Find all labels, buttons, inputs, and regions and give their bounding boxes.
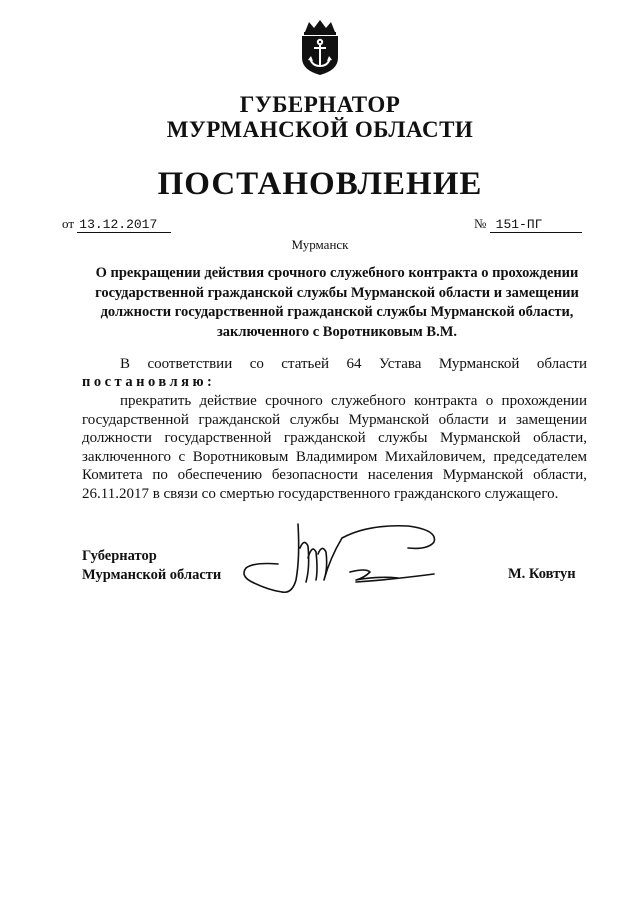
intro-paragraph: В соответствии со статьей 64 Устава Мурманской области xyxy=(120,356,587,372)
resolve-word: постановляю: xyxy=(82,374,216,390)
document-number: 151-ПГ xyxy=(490,218,582,233)
main-paragraph: прекратить действие срочного служебного контракта о прохождении государственной гражданской службы Мурманской области и замещении должности государственной гражданской службы Мурманской области, заключенного с Воротниковым Владимиром Михайловичем, председателем Комитета по обеспечению безопасности населения Мурманской области, 26.11.2017 в связи со смертью государственного гражданского служащего. xyxy=(82,393,587,502)
signatory-title-line1: Губернатор xyxy=(82,548,157,564)
authority-title-line2: МУРМАНСКОЙ ОБЛАСТИ xyxy=(166,117,474,142)
coat-of-arms-icon xyxy=(297,18,343,76)
document-type: ПОСТАНОВЛЕНИЕ xyxy=(157,166,483,202)
signatory-title-line2: Мурманской области xyxy=(82,567,222,583)
signatory-title xyxy=(82,547,221,585)
authority-title-line1: ГУБЕРНАТОР xyxy=(239,92,401,117)
document-date: 13.12.2017 xyxy=(77,218,171,233)
city: Мурманск xyxy=(291,237,349,252)
signatory-name: М. Ковтун xyxy=(508,566,576,582)
date-row xyxy=(62,216,171,233)
date-prefix: от xyxy=(62,216,75,231)
handwritten-signature xyxy=(238,518,448,598)
number-prefix: № xyxy=(474,216,487,231)
document-subject: О прекращении действия срочного служебного контракта о прохождении государственной гражданской службы Мурманской области и замещении должности государственной гражданской службы Мурманской области, заключенного с Воротниковым В.М. xyxy=(95,265,579,340)
number-row xyxy=(474,216,582,233)
